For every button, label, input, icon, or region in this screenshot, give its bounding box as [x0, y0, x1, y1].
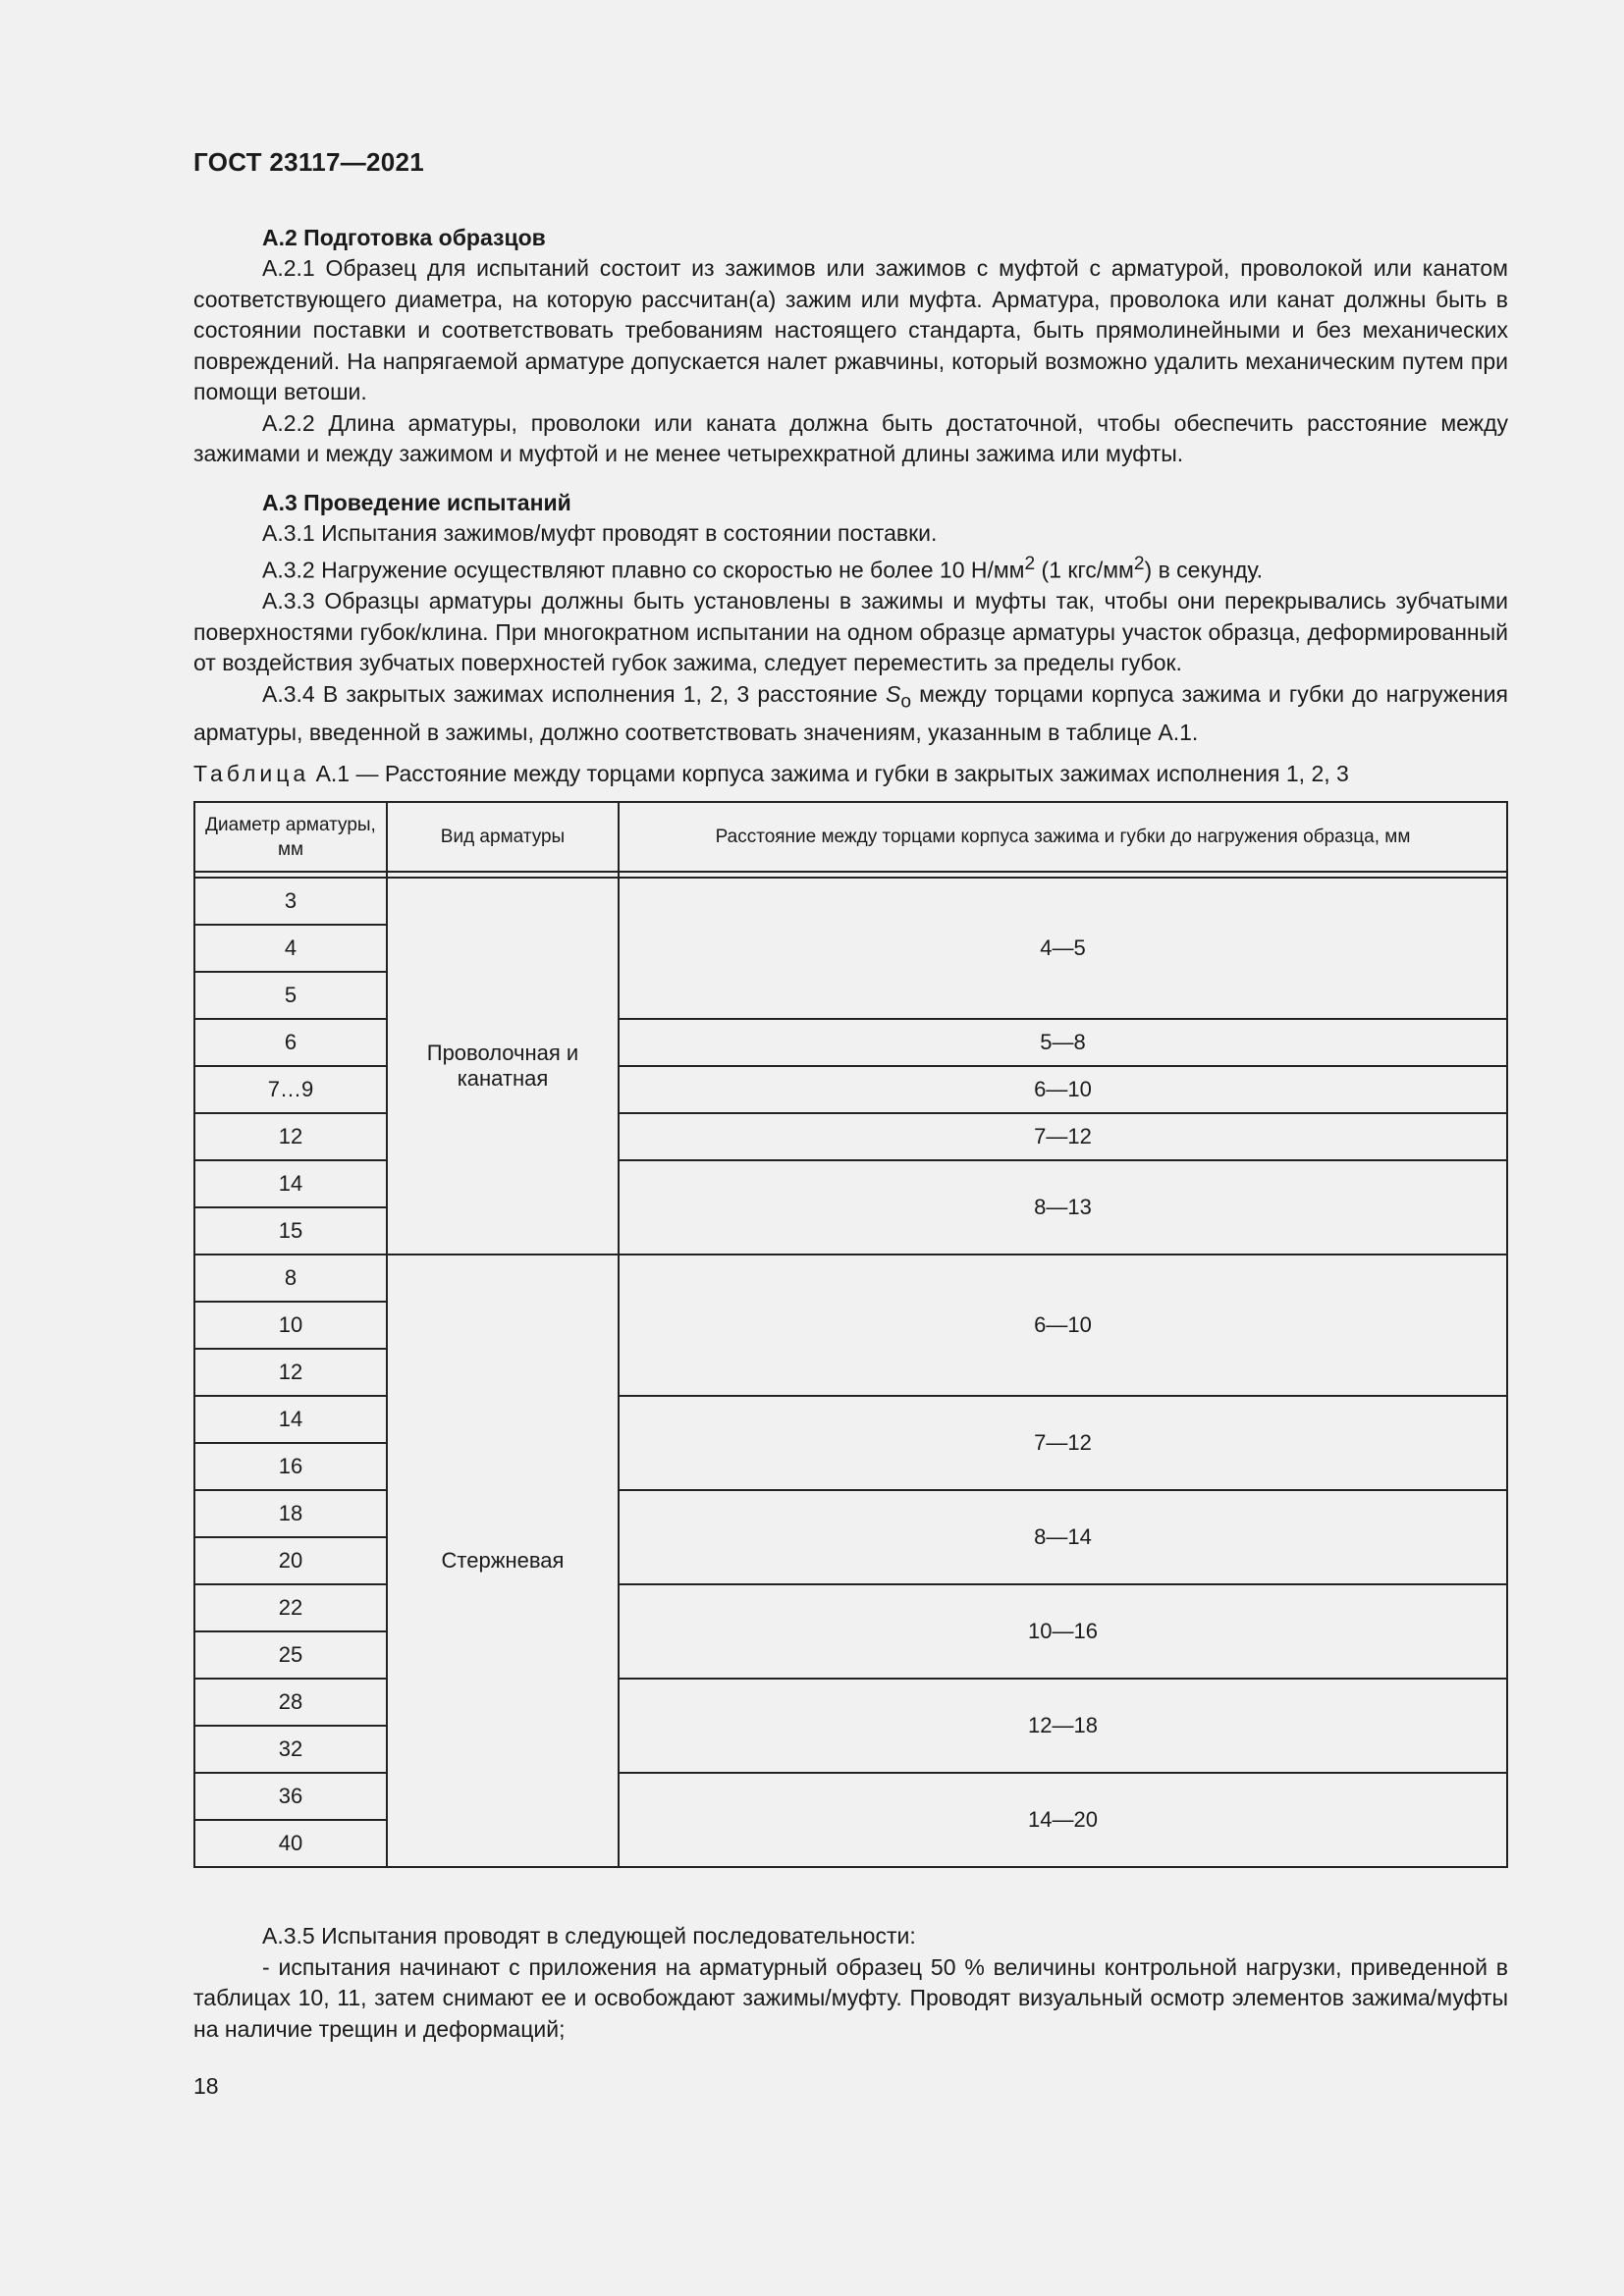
paragraph-a3-3: А.3.3 Образцы арматуры должны быть установлены в зажимы и муфты так, чтобы они перекрывались зубчатыми поверхностями губок/клина. При многократном испытании на одном образце арматуры участок образца, деформированный от воздействия зубчатых поверхностей губок зажима, следует переместить за пределы губок.: [193, 588, 1508, 676]
cell-diameter: 10: [194, 1302, 387, 1349]
table-a1: [193, 801, 1508, 1868]
cell-type-wire: Проволочная и канатная: [387, 878, 619, 1255]
paragraph-a2-2: А.2.2 Длина арматуры, проволоки или каната должна быть достаточной, чтобы обеспечить расстояние между зажимами и между зажимом и муфтой и не менее четырехкратной длины зажима или муфты.: [193, 409, 1508, 466]
cell-range: 7—12: [619, 1396, 1507, 1490]
cell-diameter: 22: [194, 1584, 387, 1631]
cell-range: 14—20: [619, 1773, 1507, 1867]
section-heading-a2: А.2 Подготовка образцов: [262, 225, 546, 250]
cell-diameter: 12: [194, 1349, 387, 1396]
cell-diameter: 32: [194, 1726, 387, 1773]
body-text: [193, 223, 1508, 748]
col-header-type: Вид арматуры: [387, 802, 619, 872]
cell-diameter: 28: [194, 1679, 387, 1726]
cell-diameter: 8: [194, 1255, 387, 1302]
page-number: 18: [193, 2073, 219, 2099]
paragraph-a3-2: А.3.2 Нагружение осуществляют плавно со скоростью не более 10 $Н/мм^2$ (1 кгс/$мм^2$) в секунду.: [262, 554, 1263, 583]
cell-range: 8—13: [619, 1160, 1507, 1255]
cell-range: 8—14: [619, 1490, 1507, 1584]
paragraph-a3-1: А.3.1 Испытания зажимов/муфт проводят в состоянии поставки.: [262, 519, 938, 546]
paragraph-a3-5-item: - испытания начинают с приложения на арматурный образец 50 % величины контрольной нагрузки, приведенной в таблицах 10, 11, затем снимают ее и освобождают зажимы/муфту. Проводят визуальный осмотр элементов зажима/муфты на наличие трещин и деформаций;: [193, 1953, 1508, 2042]
section-heading-a3: А.3 Проведение испытаний: [262, 489, 571, 515]
cell-range: 7—12: [619, 1113, 1507, 1160]
paragraph-a3-5: А.3.5 Испытания проводят в следующей последовательности:: [262, 1923, 916, 1949]
paragraph-a2-1: А.2.1 Образец для испытаний состоит из зажимов или зажимов с муфтой с арматурой, проволокой или канатом соответствующего диаметра, на которую рассчитан(а) зажим или муфта. Арматура, проволока или канат должны быть в состоянии поставки и соответствовать требованиям настоящего стандарта, быть прямолинейными и без механических повреждений. На напрягаемой арматуре допускается налет ржавчины, который возможно удалить механическим путем при помощи ветоши.: [193, 255, 1508, 404]
cell-diameter: 15: [194, 1207, 387, 1255]
cell-diameter: 14: [194, 1396, 387, 1443]
cell-range: 4—5: [619, 878, 1507, 1019]
cell-diameter: 7…9: [194, 1066, 387, 1113]
cell-diameter: 16: [194, 1443, 387, 1490]
cell-diameter: 6: [194, 1019, 387, 1066]
cell-range: 5—8: [619, 1019, 1507, 1066]
cell-diameter: 12: [194, 1113, 387, 1160]
cell-diameter: 14: [194, 1160, 387, 1207]
cell-range: 6—10: [619, 1066, 1507, 1113]
cell-diameter: 5: [194, 972, 387, 1019]
cell-type-rod: Стержневая: [387, 1255, 619, 1867]
cell-range: 12—18: [619, 1679, 1507, 1773]
cell-diameter: 3: [194, 878, 387, 925]
document-header: ГОСТ 23117—2021: [193, 147, 425, 177]
cell-range: 6—10: [619, 1255, 1507, 1396]
body-text-continued: [193, 1921, 1508, 2045]
cell-diameter: 20: [194, 1537, 387, 1584]
cell-range: 10—16: [619, 1584, 1507, 1679]
cell-diameter: 4: [194, 925, 387, 972]
cell-diameter: 36: [194, 1773, 387, 1820]
cell-diameter: 18: [194, 1490, 387, 1537]
paragraph-a3-4: А.3.4 В закрытых зажимах исполнения 1, 2, 3 расстояние $S_o$ между торцами корпуса зажима и губки до нагружения арматуры, введенной в зажимы, должно соответствовать значениям, указанным в таблице А.1.: [193, 680, 1509, 745]
col-header-diameter: Диаметр арматуры, мм: [194, 802, 387, 872]
cell-diameter: 40: [194, 1820, 387, 1867]
col-header-distance: Расстояние между торцами корпуса зажима и губки до нагружения образца, мм: [619, 802, 1507, 872]
cell-diameter: 25: [194, 1631, 387, 1679]
table-caption: Таблица А.1 — Расстояние между торцами корпуса зажима и губки в закрытых зажимах исполнения 1, 2, 3: [193, 761, 1349, 786]
